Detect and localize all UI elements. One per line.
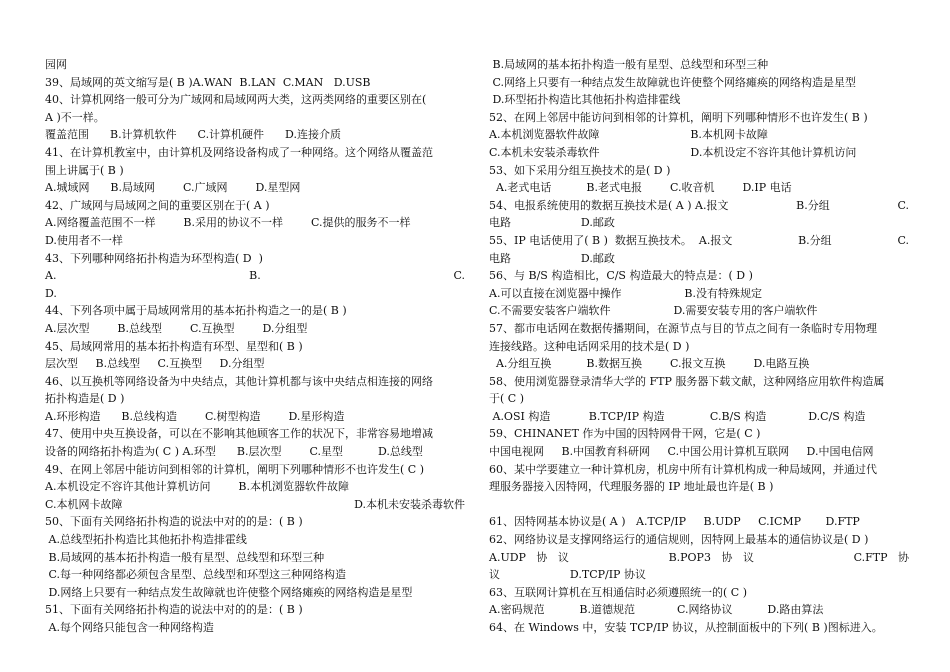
right-column-line bbox=[489, 197, 909, 215]
right-column-line: 58、使用浏览器登录清华大学的 FTP 服务器下载文献，这种网络应用软件构造属 bbox=[489, 374, 885, 388]
left-column-line: 51、下面有关网络拓扑构造的说法中对的的是：( B ) bbox=[45, 603, 303, 617]
left-column-line: 拓扑构造是( D ) bbox=[45, 392, 125, 406]
left-column-line: 41、在计算机教室中，由计算机及网络设备构成了一种网络。这个网络从覆盖范 bbox=[45, 145, 433, 159]
right-column-line: C.网络上只要有一种结点发生故障就也许使整个网络瘫痪的网络构造是星型 bbox=[489, 75, 857, 89]
right-column-line: 60、某中学要建立一种计算机房，机房中所有计算机构成一种局域网，并通过代 bbox=[489, 462, 877, 476]
left-column-line-part: C.本机网卡故障 bbox=[45, 497, 123, 511]
left-column-line: A.环形构造 B.总线构造 C.树型构造 D.星形构造 bbox=[45, 409, 345, 423]
right-column-line-part: C.FTP 协 bbox=[853, 550, 909, 564]
left-column-line: 设备的网络拓扑构造为( C ) A.环型 B.层次型 C.星型 D.总线型 bbox=[45, 445, 423, 459]
right-column-line: A.本机浏览器软件故障 B.本机网卡故障 bbox=[489, 128, 768, 142]
right-column bbox=[489, 56, 909, 637]
right-column-line: A.老式电话 B.老式电报 C.收音机 D.IP 电话 bbox=[489, 181, 792, 195]
left-column-line: A.网络覆盖范围不一样 B.采用的协议不一样 C.提供的服务不一样 bbox=[45, 216, 411, 230]
right-column-line-part: C. bbox=[897, 233, 909, 247]
right-column-line-part: B.分组 bbox=[796, 198, 830, 212]
right-column-line: 57、都市电话网在数据传播期间，在源节点与目的节点之间有一条临时专用物理 bbox=[489, 321, 877, 335]
left-column-line-part: A. bbox=[45, 269, 57, 283]
right-column-line-part: C. bbox=[897, 198, 909, 212]
left-column-line: 40、计算机网络一般可分为广域网和局域网两大类，这两类网络的重要区别在( bbox=[45, 93, 427, 107]
right-column-line: 于( C ) bbox=[489, 392, 524, 406]
right-column-line: 56、与 B/S 构造相比，C/S 构造最大的特点是：( D ) bbox=[489, 269, 753, 283]
left-column-line: A.总线型拓扑构造比其他拓扑构造排霍线 bbox=[45, 533, 247, 547]
left-column-line: D. bbox=[45, 286, 57, 300]
left-column-line: A.层次型 B.总线型 C.互换型 D.分组型 bbox=[45, 321, 308, 335]
left-column-line: C.每一种网络都必须包含星型、总线型和环型这三种网络构造 bbox=[45, 568, 347, 582]
right-column-line: C.本机未安装杀毒软件 D.本机设定不容许其他计算机访问 bbox=[489, 145, 857, 159]
right-column-line: B.局域网的基本拓扑构造一般有星型、总线型和环型三种 bbox=[489, 58, 769, 71]
left-column-line: 44、下列各项中属于局域网常用的基本拓扑构造之一的是( B ) bbox=[45, 304, 347, 318]
left-column-line: D.网络上只要有一种结点发生故障就也许使整个网络瘫痪的网络构造是星型 bbox=[45, 585, 413, 599]
right-column-line: A.可以直接在浏览器中操作 B.没有特殊规定 bbox=[489, 286, 762, 300]
right-column-line: 电路 D.邮政 bbox=[489, 251, 615, 265]
left-column-line: 覆盖范围 B.计算机软件 C.计算机硬件 D.连接介质 bbox=[45, 128, 341, 142]
left-column-line: 围上讲属于( B ) bbox=[45, 163, 124, 177]
right-column-line: D.环型拓扑构造比其他拓扑构造排霍线 bbox=[489, 93, 681, 107]
right-column-line bbox=[489, 549, 909, 567]
left-column-line-part: C. bbox=[453, 269, 465, 283]
right-column-line: 63、互联网计算机在互相通信时必须遵照统一的( C ) bbox=[489, 585, 747, 599]
right-column-line: 52、在网上邻居中能访问到相邻的计算机，阐明下列哪种情形不也许发生( B ) bbox=[489, 110, 868, 124]
right-column-line-part: B.POP3 协 议 bbox=[668, 550, 754, 564]
left-column-line: 39、局域网的英文缩写是( B )A.WAN B.LAN C.MAN D.USB bbox=[45, 75, 371, 89]
left-column-line bbox=[45, 267, 465, 285]
left-column-line: A.本机设定不容许其他计算机访问 B.本机浏览器软件故障 bbox=[45, 480, 349, 494]
right-column-line: 中国电视网 B.中国教育科研网 C.中国公用计算机互联网 D.中国电信网 bbox=[489, 445, 874, 459]
left-column-line: 园网 bbox=[45, 58, 67, 71]
left-column-line bbox=[45, 496, 465, 514]
right-column-line: A.OSI 构造 B.TCP/IP 构造 C.B/S 构造 D.C/S 构造 bbox=[489, 409, 866, 423]
left-column-line: 49、在网上邻居中能访问到相邻的计算机，阐明下列哪种情形不也许发生( C ) bbox=[45, 462, 424, 476]
left-column-line: A.每个网络只能包含一种网络构造 bbox=[45, 621, 214, 634]
right-column-line: C.不需要安装客户端软件 D.需要安装专用的客户端软件 bbox=[489, 304, 818, 318]
left-column-line: 47、使用中央互换设备，可以在不影响其他顾客工作的状况下，非常容易地增减 bbox=[45, 427, 433, 441]
right-column-line: 62、网络协议是支撑网络运行的通信规则，因特网上最基本的通信协议是( D ) bbox=[489, 533, 869, 547]
right-column-line bbox=[489, 232, 909, 250]
left-column-line: A.城域网 B.局域网 C.广域网 D.星型网 bbox=[45, 181, 301, 195]
right-column-line: 61、因特网基本协议是( A ) A.TCP/IP B.UDP C.ICMP D.FTP bbox=[489, 515, 860, 529]
left-column-line: 50、下面有关网络拓扑构造的说法中对的的是：( B ) bbox=[45, 515, 303, 529]
right-column-line: 理服务器接入因特网，代理服务器的 IP 地址最也许是( B ) bbox=[489, 480, 774, 494]
right-column-line: 64、在 Windows 中，安装 TCP/IP 协议，从控制面板中的下列( B )图标进入。 bbox=[489, 621, 883, 634]
right-column-line: 电路 D.邮政 bbox=[489, 216, 615, 230]
left-column-line: 46、以互换机等网络设备为中央结点，其他计算机都与该中央结点相连接的网络 bbox=[45, 374, 433, 388]
left-column-line: 45、局域网常用的基本拓扑构造有环型、星型和( B ) bbox=[45, 339, 303, 353]
right-column-line-part: 54、电报系统使用的数据互换技术是( A ) A.报文 bbox=[489, 198, 729, 212]
right-column-line-part: A.UDP 协 议 bbox=[489, 550, 569, 564]
left-column-line: 42、广域网与局域网之间的重要区别在于( A ) bbox=[45, 198, 270, 212]
left-column-line: 层次型 B.总线型 C.互换型 D.分组型 bbox=[45, 357, 265, 371]
right-column-line: A.分组互换 B.数据互换 C.报文互换 D.电路互换 bbox=[489, 357, 810, 371]
left-column-line-part: B. bbox=[249, 269, 261, 283]
left-column-line-part: D.本机未安装杀毒软件 bbox=[354, 497, 465, 511]
left-column bbox=[45, 56, 465, 637]
right-column-line: A.密码规范 B.道德规范 C.网络协议 D.路由算法 bbox=[489, 603, 824, 617]
right-column-line: 连接线路。这种电话网采用的技术是( D ) bbox=[489, 339, 690, 353]
right-column-line: 59、CHINANET 作为中国的因特网骨干网，它是( C ) bbox=[489, 427, 761, 441]
left-column-line: B.局域网的基本拓扑构造一般有星型、总线型和环型三种 bbox=[45, 550, 325, 564]
right-column-line-part: 55、IP 电话使用了( B ) 数据互换技术。 A.报文 bbox=[489, 233, 733, 247]
right-column-line: 议 D.TCP/IP 协议 bbox=[489, 568, 646, 582]
left-column-line: D.使用者不一样 bbox=[45, 233, 123, 247]
right-column-line bbox=[489, 496, 909, 514]
left-column-line: 43、下列哪种网络拓扑构造为环型构造( D ) bbox=[45, 251, 263, 265]
right-column-line-part: B.分组 bbox=[798, 233, 832, 247]
left-column-line: A )不一样。 bbox=[45, 110, 105, 124]
right-column-line: 53、如下采用分组互换技术的是( D ) bbox=[489, 163, 671, 177]
